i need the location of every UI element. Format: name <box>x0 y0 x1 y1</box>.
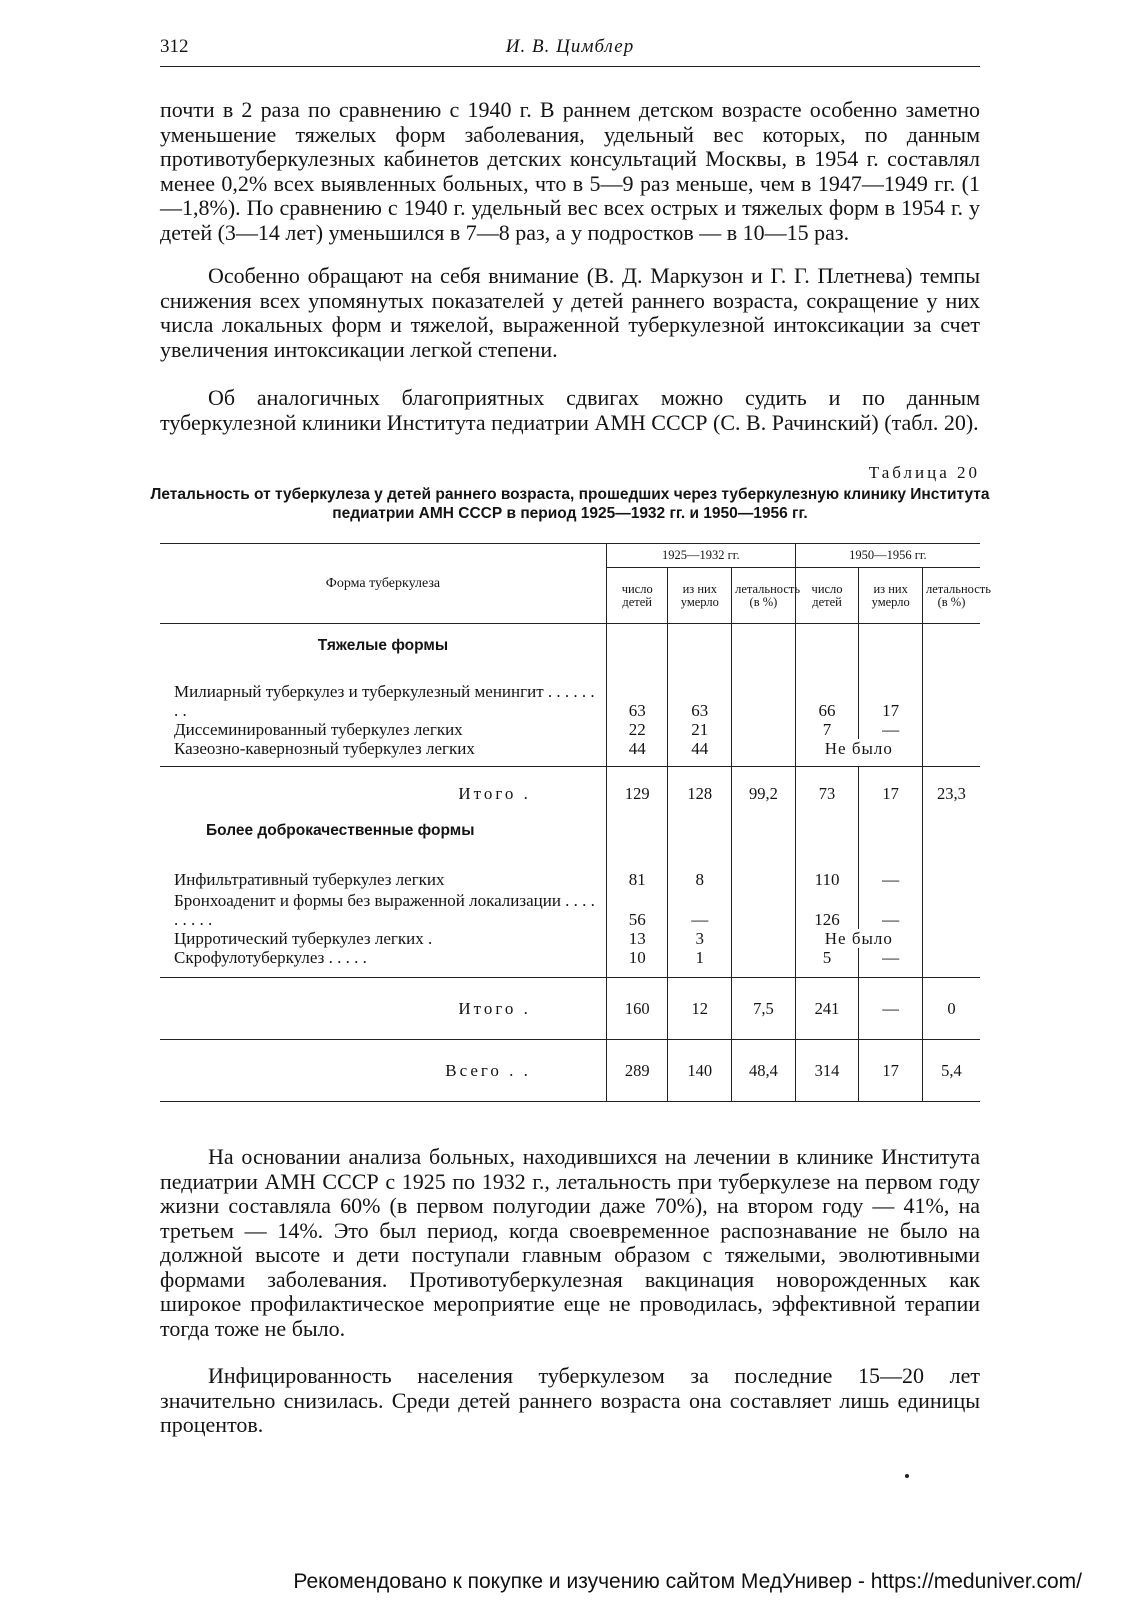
cell: 81 <box>606 862 668 889</box>
col-children-2: число детей <box>795 568 859 624</box>
cell: 17 <box>859 766 923 822</box>
paragraph-4: На основании анализа больных, находившихся на лечении в клинике Института педиатрии АМН СССР с 1925 по 1932 г., летальность при туберкулезе на первом году жизни составляла 60% (в первом полугодии даже 70%), на втором году — 41%, на третьем — 14%. Это был период, когда своевременное распознавание не было на должной высоте и дети поступали главным образом с тяжелыми, эволютивными формами заболевания. Противотуберкулезная вакцинация новорожденных как широкое профилактическое мероприятие еще не проводилась, эффективной терапии тогда тоже не было. <box>160 1144 980 1341</box>
cell: 126 <box>795 889 859 929</box>
cell: 22 <box>606 720 668 739</box>
table-row <box>160 929 980 948</box>
cell: 8 <box>668 862 732 889</box>
table-row <box>160 739 980 767</box>
cell: 128 <box>668 766 732 822</box>
col-form-header: Форма туберкулеза <box>325 576 441 591</box>
cell: — <box>859 889 923 929</box>
table-row <box>160 862 980 889</box>
cell: 21 <box>668 720 732 739</box>
cell: Не было <box>795 739 922 767</box>
cell: — <box>859 948 923 978</box>
col-period2-header: 1950—1956 гг. <box>795 544 980 568</box>
row-name: Скрофулотуберкулез . . . . . <box>174 948 367 967</box>
row-name: Бронхоаденит и формы без выраженной локализации . . . . . . . . . <box>174 891 595 929</box>
footer-watermark: Рекомендовано к покупке и изучению сайтом МедУнивер - https://meduniver.com/ <box>293 1570 1082 1593</box>
table-row-total-1 <box>160 766 980 822</box>
total-label: Итого . <box>458 998 531 1018</box>
cell: 44 <box>606 739 668 767</box>
table-row <box>160 889 980 929</box>
row-name: Казеозно-кавернозный туберкулез легких <box>174 738 475 758</box>
total-label: Итого . <box>458 784 531 804</box>
table-row <box>160 668 980 720</box>
cell: 99,2 <box>732 766 796 822</box>
cell: 160 <box>606 978 668 1040</box>
cell: 140 <box>668 1040 732 1102</box>
row-name: Цирротический туберкулез легких . <box>174 929 433 948</box>
cell: — <box>859 978 923 1040</box>
col-died-1: из них умерло <box>668 568 732 624</box>
running-header <box>160 36 980 67</box>
table-row-grand-total <box>160 1040 980 1102</box>
print-speck <box>905 1474 909 1478</box>
col-children-1: число детей <box>606 568 668 624</box>
cell: — <box>859 862 923 889</box>
cell: 63 <box>668 668 732 720</box>
section-benign: Более доброкачественные формы <box>206 822 475 839</box>
table-title: Летальность от туберкулеза у детей раннего возраста, прошедших через туберкулезную клинику Института педиатрии АМН СССР в период 1925—1932 гг. и 1950—1956 гг. <box>150 486 990 522</box>
cell: 7 <box>795 720 859 739</box>
row-name: Милиарный туберкулез и туберкулезный менингит . . . . . . . . <box>174 681 595 720</box>
cell: 44 <box>668 739 732 767</box>
table-row <box>160 948 980 978</box>
cell: 10 <box>606 948 668 978</box>
cell: 289 <box>606 1040 668 1102</box>
cell: 13 <box>606 929 668 948</box>
paragraph-2: Особенно обращают на себя внимание (В. Д. Маркузон и Г. Г. Плетнева) темпы снижения всех упомянутых показателей у детей раннего возраста, сокращение у них числа локальных форм и тяжелой, выраженной туберкулезной интоксикации за счет увеличения интоксикации легкой степени. <box>160 263 980 362</box>
cell: 110 <box>795 862 859 889</box>
paragraph-1: почти в 2 раза по сравнению с 1940 г. В раннем детском возрасте особенно заметно уменьшение тяжелых форм заболевания, удельный вес которых, по данным противотуберкулезных кабинетов детских консультаций Москвы, в 1954 г. составлял менее 0,2% всех выявленных больных, что в 5—9 раз меньше, чем в 1947—1949 гг. (1—1,8%). По сравнению с 1940 г. удельный вес всех острых и тяжелых форм в 1954 г. у детей (3—14 лет) уменьшился в 7—8 раз, а у подростков — в 10—15 раз. <box>160 97 980 245</box>
cell: 73 <box>795 766 859 822</box>
table-row <box>160 720 980 739</box>
cell: — <box>668 889 732 929</box>
cell: 5,4 <box>922 1040 980 1102</box>
cell: 66 <box>795 668 859 720</box>
col-lethality-1: летальность (в %) <box>732 568 796 624</box>
section-heavy: Тяжелые формы <box>317 636 449 654</box>
table-label: Таблица 20 <box>868 463 980 482</box>
grand-total-label: Всего . . <box>445 1060 531 1080</box>
cell: 12 <box>668 978 732 1040</box>
col-lethality-2: летальность (в %) <box>922 568 980 624</box>
lethality-table <box>160 543 991 1102</box>
cell: 63 <box>606 668 668 720</box>
cell: 5 <box>795 948 859 978</box>
cell: 314 <box>795 1040 859 1102</box>
cell: 7,5 <box>732 978 796 1040</box>
cell: 129 <box>606 766 668 822</box>
cell: — <box>859 720 923 739</box>
row-name: Диссеминированный туберкулез легких <box>174 719 463 739</box>
cell: 23,3 <box>922 766 980 822</box>
row-name: Инфильтративный туберкулез легких <box>174 870 445 889</box>
cell: 241 <box>795 978 859 1040</box>
cell: 1 <box>668 948 732 978</box>
paragraph-3: Об аналогичных благоприятных сдвигах можно судить и по данным туберкулезной клиники Института педиатрии АМН СССР (С. В. Рачинский) (табл. 20). <box>160 385 980 435</box>
paragraph-5: Инфицированность населения туберкулезом за последние 15—20 лет значительно снизилась. Среди детей раннего возраста она составляет лишь единицы процентов. <box>160 1363 980 1437</box>
cell: 56 <box>606 889 668 929</box>
table-row-total-2 <box>160 978 980 1040</box>
cell: Не было <box>795 929 922 948</box>
cell: 3 <box>668 929 732 948</box>
running-author: И. В. Цимблер <box>505 36 635 57</box>
page-number: 312 <box>160 36 189 57</box>
cell: 17 <box>859 1040 923 1102</box>
cell: 17 <box>859 668 923 720</box>
col-period1-header: 1925—1932 гг. <box>606 544 795 568</box>
cell: 0 <box>922 978 980 1040</box>
col-died-2: из них умерло <box>859 568 923 624</box>
cell: 48,4 <box>732 1040 796 1102</box>
